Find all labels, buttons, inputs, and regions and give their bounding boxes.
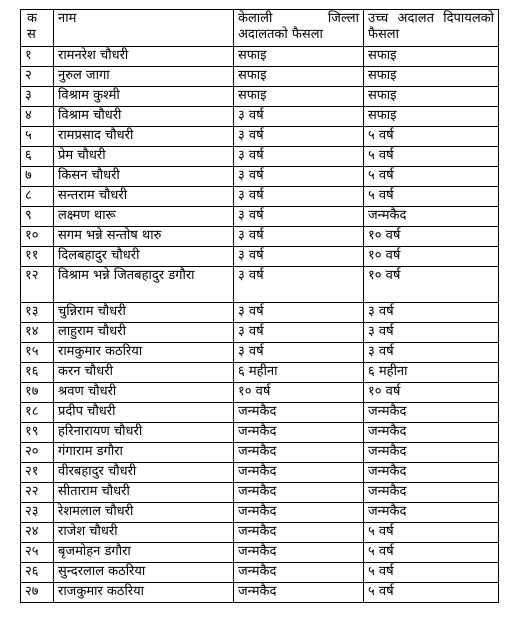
table-row bbox=[21, 403, 499, 423]
cell-high-court-verdict: १० वर्ष bbox=[364, 247, 499, 267]
cell-serial-number: ८ bbox=[21, 187, 54, 207]
table-row bbox=[21, 67, 499, 87]
cell-serial-number: १९ bbox=[21, 423, 54, 443]
table-row bbox=[21, 87, 499, 107]
cell-serial-number: ९ bbox=[21, 207, 54, 227]
cell-high-court-verdict: जन्मकैद bbox=[364, 403, 499, 423]
cell-district-court-verdict: सफाइ bbox=[234, 87, 364, 107]
table-row bbox=[21, 323, 499, 343]
cell-district-court-verdict: ३ वर्ष bbox=[234, 187, 364, 207]
cell-district-court-verdict: ३ वर्ष bbox=[234, 247, 364, 267]
header-row bbox=[21, 10, 499, 47]
cell-name: रामप्रसाद चौधरी bbox=[54, 127, 234, 147]
cell-high-court-verdict: जन्मकैद bbox=[364, 443, 499, 463]
table-row bbox=[21, 207, 499, 227]
cell-district-court-verdict: जन्मकैद bbox=[234, 483, 364, 503]
cell-high-court-verdict: १० वर्ष bbox=[364, 267, 499, 303]
cell-district-court-verdict: १० वर्ष bbox=[234, 383, 364, 403]
cell-district-court-verdict: जन्मकैद bbox=[234, 443, 364, 463]
cell-name: दिलबहादुर चौधरी bbox=[54, 247, 234, 267]
cell-name: राजकुमार कठरिया bbox=[54, 583, 234, 603]
cell-district-court-verdict: सफाइ bbox=[234, 47, 364, 67]
cell-district-court-verdict: ६ महीना bbox=[234, 363, 364, 383]
cell-district-court-verdict: ३ वर्ष bbox=[234, 227, 364, 247]
cell-name: हरिनारायण चौधरी bbox=[54, 423, 234, 443]
cell-district-court-verdict: ३ वर्ष bbox=[234, 323, 364, 343]
cell-high-court-verdict: ५ वर्ष bbox=[364, 167, 499, 187]
cell-serial-number: २० bbox=[21, 443, 54, 463]
cell-name: विश्राम कुश्मी bbox=[54, 87, 234, 107]
cell-high-court-verdict: ५ वर्ष bbox=[364, 583, 499, 603]
cell-high-court-verdict: ३ वर्ष bbox=[364, 343, 499, 363]
cell-high-court-verdict: ५ वर्ष bbox=[364, 523, 499, 543]
cell-name: गंगाराम डगौरा bbox=[54, 443, 234, 463]
cell-serial-number: ३ bbox=[21, 87, 54, 107]
table-row bbox=[21, 503, 499, 523]
cell-high-court-verdict: ५ वर्ष bbox=[364, 563, 499, 583]
cell-district-court-verdict: सफाइ bbox=[234, 67, 364, 87]
table-row bbox=[21, 543, 499, 563]
cell-name: लक्ष्मण थारू bbox=[54, 207, 234, 227]
cell-high-court-verdict: १० वर्ष bbox=[364, 383, 499, 403]
cell-serial-number: ७ bbox=[21, 167, 54, 187]
cell-serial-number: १६ bbox=[21, 363, 54, 383]
table-header bbox=[21, 10, 499, 47]
cell-district-court-verdict: जन्मकैद bbox=[234, 403, 364, 423]
cell-serial-number: २४ bbox=[21, 523, 54, 543]
cell-serial-number: ४ bbox=[21, 107, 54, 127]
verdict-table bbox=[20, 9, 499, 603]
cell-district-court-verdict: ३ वर्ष bbox=[234, 167, 364, 187]
cell-name: सगम भन्ने सन्तोष थारु bbox=[54, 227, 234, 247]
cell-serial-number: ५ bbox=[21, 127, 54, 147]
cell-serial-number: १२ bbox=[21, 267, 54, 303]
table-row bbox=[21, 107, 499, 127]
cell-name: सन्तराम चौधरी bbox=[54, 187, 234, 207]
cell-serial-number: १ bbox=[21, 47, 54, 67]
table-row bbox=[21, 563, 499, 583]
cell-serial-number: २३ bbox=[21, 503, 54, 523]
cell-serial-number: २७ bbox=[21, 583, 54, 603]
cell-high-court-verdict: जन्मकैद bbox=[364, 463, 499, 483]
table-row bbox=[21, 227, 499, 247]
cell-district-court-verdict: ३ वर्ष bbox=[234, 147, 364, 167]
header-high-court-verdict-text: उच्च अदालत दिपायलको फैसला bbox=[368, 11, 494, 42]
cell-name: किसन चौधरी bbox=[54, 167, 234, 187]
cell-district-court-verdict: ३ वर्ष bbox=[234, 303, 364, 323]
cell-name: श्रवण चौधरी bbox=[54, 383, 234, 403]
cell-name: रामनरेश चौधरी bbox=[54, 47, 234, 67]
cell-high-court-verdict: ५ वर्ष bbox=[364, 543, 499, 563]
cell-name: वीरबहादुर चौधरी bbox=[54, 463, 234, 483]
header-district-court-verdict bbox=[234, 10, 364, 47]
cell-serial-number: २६ bbox=[21, 563, 54, 583]
cell-district-court-verdict: जन्मकैद bbox=[234, 543, 364, 563]
table-row bbox=[21, 343, 499, 363]
cell-district-court-verdict: जन्मकैद bbox=[234, 463, 364, 483]
cell-district-court-verdict: जन्मकैद bbox=[234, 523, 364, 543]
cell-district-court-verdict: जन्मकैद bbox=[234, 423, 364, 443]
table-row bbox=[21, 267, 499, 303]
cell-high-court-verdict: ६ महीना bbox=[364, 363, 499, 383]
cell-high-court-verdict: ५ वर्ष bbox=[364, 187, 499, 207]
table-row bbox=[21, 423, 499, 443]
cell-high-court-verdict: सफाइ bbox=[364, 107, 499, 127]
table-row bbox=[21, 303, 499, 323]
table-row bbox=[21, 127, 499, 147]
cell-district-court-verdict: ३ वर्ष bbox=[234, 343, 364, 363]
table-row bbox=[21, 147, 499, 167]
table-row bbox=[21, 363, 499, 383]
cell-serial-number: १० bbox=[21, 227, 54, 247]
cell-name: रेशमलाल चौधरी bbox=[54, 503, 234, 523]
header-name: नाम bbox=[54, 10, 234, 47]
cell-high-court-verdict: जन्मकैद bbox=[364, 503, 499, 523]
cell-name: राजेश चौधरी bbox=[54, 523, 234, 543]
cell-serial-number: १५ bbox=[21, 343, 54, 363]
cell-serial-number: १८ bbox=[21, 403, 54, 423]
header-district-court-verdict-text: केलाली जिल्ला अदालतको फैसला bbox=[238, 11, 359, 42]
cell-name: नुरुल जागा bbox=[54, 67, 234, 87]
table-body bbox=[21, 47, 499, 603]
cell-name: सीताराम चौधरी bbox=[54, 483, 234, 503]
cell-district-court-verdict: ३ वर्ष bbox=[234, 127, 364, 147]
cell-high-court-verdict: जन्मकैद bbox=[364, 483, 499, 503]
cell-name: विश्राम भन्ने जितबहादुर डगौरा bbox=[54, 267, 234, 303]
table-row bbox=[21, 167, 499, 187]
table-row bbox=[21, 187, 499, 207]
table-row bbox=[21, 47, 499, 67]
cell-name: लाहुराम चौधरी bbox=[54, 323, 234, 343]
cell-high-court-verdict: जन्मकैद bbox=[364, 207, 499, 227]
table-row bbox=[21, 383, 499, 403]
cell-serial-number: २२ bbox=[21, 483, 54, 503]
cell-district-court-verdict: जन्मकैद bbox=[234, 503, 364, 523]
header-serial-number: क स bbox=[21, 10, 54, 47]
cell-serial-number: १७ bbox=[21, 383, 54, 403]
cell-name: प्रदीप चौधरी bbox=[54, 403, 234, 423]
cell-district-court-verdict: ३ वर्ष bbox=[234, 267, 364, 303]
cell-serial-number: १३ bbox=[21, 303, 54, 323]
cell-district-court-verdict: जन्मकैद bbox=[234, 563, 364, 583]
cell-serial-number: २५ bbox=[21, 543, 54, 563]
cell-name: करन चौधरी bbox=[54, 363, 234, 383]
table-row bbox=[21, 247, 499, 267]
table-row bbox=[21, 523, 499, 543]
table-row bbox=[21, 463, 499, 483]
cell-name: चुन्निराम चौधरी bbox=[54, 303, 234, 323]
cell-name: विश्राम चौधरी bbox=[54, 107, 234, 127]
cell-serial-number: २१ bbox=[21, 463, 54, 483]
table-row bbox=[21, 583, 499, 603]
table-row bbox=[21, 483, 499, 503]
cell-district-court-verdict: ३ वर्ष bbox=[234, 107, 364, 127]
cell-serial-number: १४ bbox=[21, 323, 54, 343]
cell-serial-number: ११ bbox=[21, 247, 54, 267]
cell-district-court-verdict: ३ वर्ष bbox=[234, 207, 364, 227]
cell-name: बृजमोहन डगौरा bbox=[54, 543, 234, 563]
header-high-court-verdict bbox=[364, 10, 499, 47]
cell-name: सुन्दरलाल कठरिया bbox=[54, 563, 234, 583]
cell-high-court-verdict: ५ वर्ष bbox=[364, 147, 499, 167]
cell-high-court-verdict: ३ वर्ष bbox=[364, 303, 499, 323]
cell-high-court-verdict: जन्मकैद bbox=[364, 423, 499, 443]
cell-high-court-verdict: सफाइ bbox=[364, 67, 499, 87]
cell-high-court-verdict: ५ वर्ष bbox=[364, 127, 499, 147]
cell-serial-number: ६ bbox=[21, 147, 54, 167]
cell-high-court-verdict: सफाइ bbox=[364, 47, 499, 67]
cell-high-court-verdict: १० वर्ष bbox=[364, 227, 499, 247]
cell-district-court-verdict: जन्मकैद bbox=[234, 583, 364, 603]
table-row bbox=[21, 443, 499, 463]
cell-name: रामकुमार कठरिया bbox=[54, 343, 234, 363]
cell-high-court-verdict: सफाइ bbox=[364, 87, 499, 107]
cell-serial-number: २ bbox=[21, 67, 54, 87]
cell-name: प्रेम चौधरी bbox=[54, 147, 234, 167]
cell-high-court-verdict: ३ वर्ष bbox=[364, 323, 499, 343]
